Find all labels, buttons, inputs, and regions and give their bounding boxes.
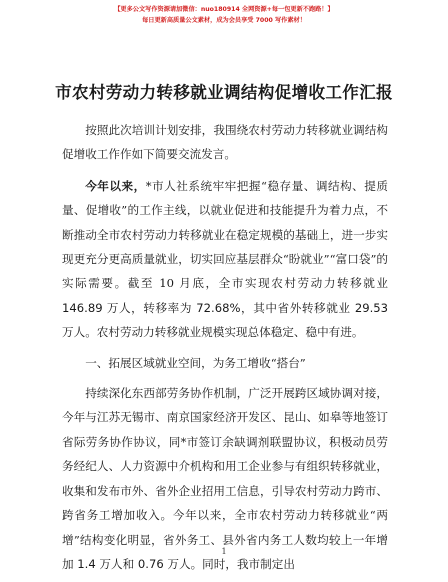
document-body bbox=[62, 118, 388, 582]
paragraph-text: 万人。农村劳动力转移就业规模实现总体稳定、稳中有进。 bbox=[62, 325, 364, 340]
out-of-province-value: 29.53 bbox=[354, 300, 389, 315]
paragraph-text: 持续深化东西部劳务协作机制，广泛开展跨区域协调对接，今年与江苏无锡市、南京国家经济开发区、昆山、如皋等地签订省际劳务协作协议，同*市签订余缺调剂联盟协议，积极动员劳务经纪人、人力资源中介机构和用工企业参与有组织转移就业，收集和发布市外、省外企业招用工信息，引导农村劳动力跨市、跨省务工增加收入。今年以来，全市农村劳动力转移就业“两增”结构变化明显，省外务工、县外省内务工人数均较上一年增加 bbox=[62, 386, 388, 571]
out-province-increase-value: 1.4 bbox=[77, 556, 96, 571]
intro-paragraph: 按照此次培训计划安排，我围绕农村劳动力转移就业调结构促增收工作作如下简要交流发言。 bbox=[62, 123, 388, 162]
promo-banner-line-1: 【更多公文写作资源请加微信：nuo180914 全网资源+每一包更新不跑路！】 bbox=[114, 6, 334, 13]
paragraph-text: 万人和 bbox=[95, 556, 138, 571]
paragraph-text: ，其中省外转移就业 bbox=[240, 300, 355, 315]
document-title: 市农村劳动力转移就业调结构促增收工作汇报 bbox=[55, 83, 393, 102]
paragraph-text: *市人社系统牢牢把握“稳存量、调结构、提质量、促增收”的工作主线，以就业促进和技能提升为着力点，不断推动全市农村劳动力转移就业在稳定规模的基础上，进一步实现更充分更高质量就业，切实回应基层群众“盼就业”“富口袋”的实际需要。截至 10 月底，全市实现农村劳动力转移就业 bbox=[62, 178, 388, 291]
paragraph-text: 万人。同时，我市制定出 bbox=[163, 556, 295, 571]
page-number: 1 bbox=[221, 547, 227, 556]
promo-banner-line-2: 每日更新高质量公文素材，成为会员享受 7000 写作素材！ bbox=[142, 17, 306, 24]
section-heading-1: 一、拓展区域就业空间，为务工增收“搭台” bbox=[85, 355, 306, 370]
paragraph-overview bbox=[62, 174, 388, 345]
paragraph-text: 万人，转移率为 bbox=[102, 300, 197, 315]
paragraph-lead: 今年以来， bbox=[85, 178, 146, 193]
promo-banner bbox=[0, 4, 448, 26]
transfer-total-value: 146.89 bbox=[62, 300, 103, 315]
in-province-increase-value: 0.76 bbox=[137, 556, 164, 571]
transfer-rate-value: 72.68% bbox=[196, 300, 241, 315]
